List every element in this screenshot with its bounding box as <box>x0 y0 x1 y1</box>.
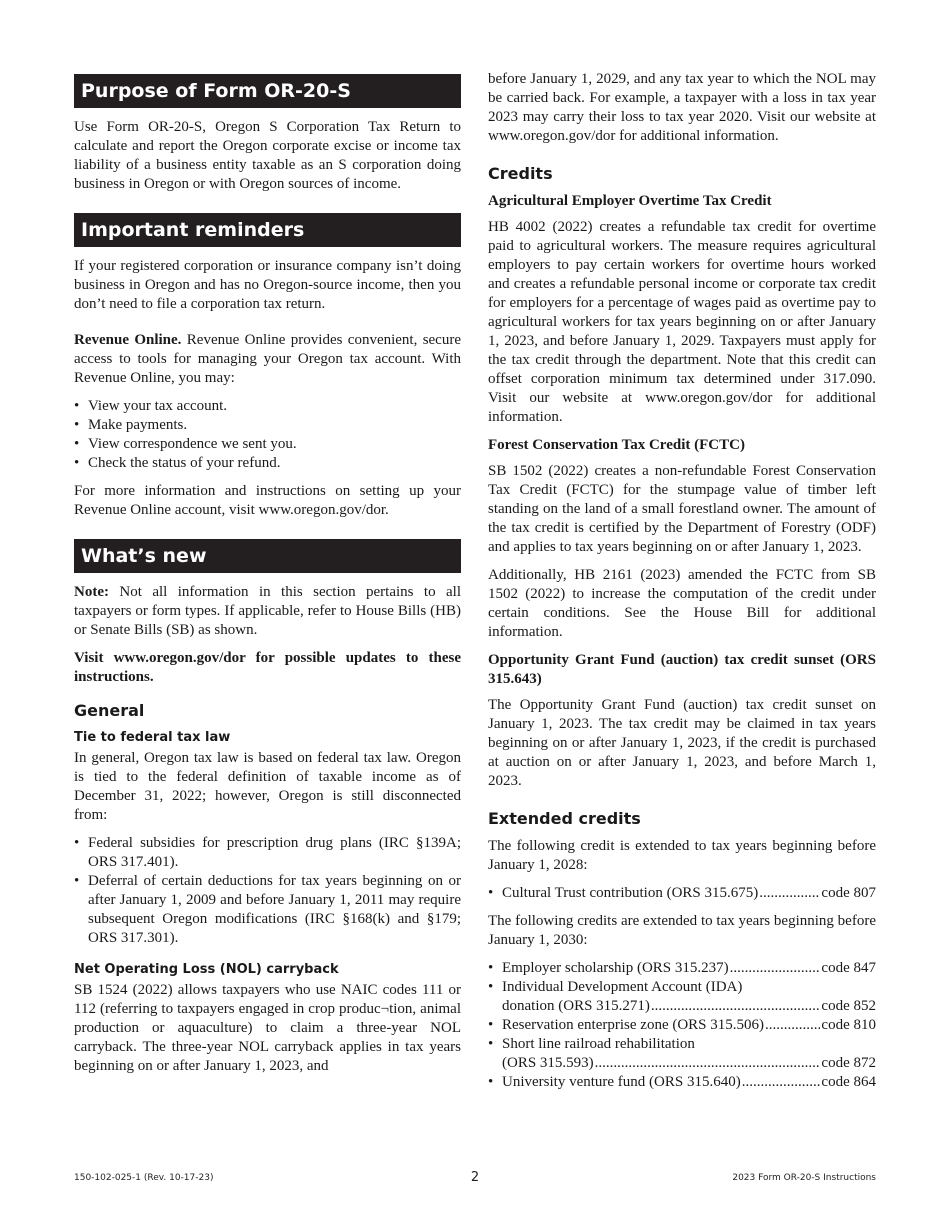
list-item: • Make payments. <box>74 416 461 435</box>
tie-federal-text: In general, Oregon tax law is based on federal tax law. Oregon is tied to the federal definition of taxable income as of December 31, 2022; however, Oregon is still disconnected from: <box>74 750 461 823</box>
page-number: 2 <box>470 1170 480 1185</box>
disconnect-list <box>74 834 461 948</box>
right-column <box>488 70 876 1101</box>
list-item: • University venture fund (ORS 315.640) ..... code 864 <box>488 1073 876 1092</box>
section-heading-whats-new: What’s new <box>74 539 461 573</box>
nol-continued-text: before January 1, 2029, and any tax year to which the NOL may be carried back. For example, a taxpayer with a loss in tax year 2023 may carry their loss to tax year 2020. Visit our website at www.oregon.gov/dor for additional information. <box>488 71 876 144</box>
fctc-text: SB 1502 (2022) creates a non-refundable Forest Conservation Tax Credit (FCTC) for the stumpage value of timber left standing on the land of a small forestland owner. The amount of the tax credit is certified by the Department of Forestry (ODF) and applies to tax years beginning on or after January 1, 2023. <box>488 463 876 555</box>
list-item: • Individual Development Account (IDA) donation (ORS 315.271) ..... code 852 <box>488 978 876 1016</box>
note-paragraph <box>74 583 461 640</box>
revenue-online-list <box>74 397 461 473</box>
ag-overtime-heading: Agricultural Employer Overtime Tax Credit <box>488 193 772 209</box>
ogf-text: The Opportunity Grant Fund (auction) tax credit sunset on January 1, 2023. The tax credit may be claimed in tax years beginning on or after January 1, 2023, if the credit is purchased at auction on or after January 1, 2023, and before March 1, 2023. <box>488 697 876 789</box>
ogf-heading: Opportunity Grant Fund (auction) tax credit sunset (ORS 315.643) <box>488 652 876 687</box>
visit-updates-text: Visit www.oregon.gov/dor for possible updates to these instructions. <box>74 650 461 685</box>
general-heading: General <box>74 701 145 720</box>
reminders-text: If your registered corporation or insurance company isn’t doing business in Oregon and has no Oregon-source income, then you don’t need to file a corporation tax return. <box>74 258 461 312</box>
form-title-footer: 2023 Form OR-20-S Instructions <box>732 1173 876 1183</box>
note-lead: Note: <box>74 584 109 600</box>
list-item: • Short line railroad rehabilitation (ORS 315.593) ..... code 872 <box>488 1035 876 1073</box>
fctc-amendment-text: Additionally, HB 2161 (2023) amended the FCTC from SB 1502 (2022) to increase the computation of the credit under certain conditions. See the House Bill for additional information. <box>488 567 876 640</box>
extended-intro-2030: The following credits are extended to tax years beginning before January 1, 2030: <box>488 913 876 948</box>
tie-federal-heading: Tie to federal tax law <box>74 730 231 745</box>
revenue-online-text: Revenue Online provides convenient, secure access to tools for managing your Oregon tax account. With Revenue Online, you may: <box>74 332 461 386</box>
section-heading-purpose: Purpose of Form OR-20-S <box>74 74 461 108</box>
extended-list-2030 <box>488 959 876 1092</box>
extended-intro-2028: The following credit is extended to tax years beginning before January 1, 2028: <box>488 838 876 873</box>
revenue-online-more-info: For more information and instructions on setting up your Revenue Online account, visit www.oregon.gov/dor. <box>74 483 461 518</box>
list-item: • Federal subsidies for prescription drug plans (IRC §139A; ORS 317.401). <box>74 834 461 872</box>
list-item: • View correspondence we sent you. <box>74 435 461 454</box>
ag-overtime-text: HB 4002 (2022) creates a refundable tax credit for overtime paid to agricultural workers. The measure requires agricultural employers to pay certain workers for overtime hours worked and creates a refundable personal income or corporate tax credit for employers for a percentage of wages paid as overtime pay to agricultural workers for tax years beginning on or after January 1, 2023, and before January 1, 2029. Taxpayers must apply for the tax credit through the department. Note that this credit can offset corporation minimum tax determined under 317.090. Visit our website at www.oregon.gov/dor for additional information. <box>488 219 876 425</box>
left-column <box>74 70 461 1085</box>
note-text: Not all information in this section pertains to all taxpayers or form types. If applicable, refer to House Bills (HB) or Senate Bills (SB) as shown. <box>74 584 461 638</box>
list-item: • Cultural Trust contribution (ORS 315.675) ..... code 807 <box>488 884 876 903</box>
list-item: • Employer scholarship (ORS 315.237) ..... code 847 <box>488 959 876 978</box>
extended-list-2028 <box>488 884 876 903</box>
purpose-text: Use Form OR-20-S, Oregon S Corporation Tax Return to calculate and report the Oregon corporate excise or income tax liability of a business entity taxable as an S corporation doing business in Oregon or with Oregon sources of income. <box>74 119 461 192</box>
list-item: • Reservation enterprise zone (ORS 315.506) ..... code 810 <box>488 1016 876 1035</box>
nol-text: SB 1524 (2022) allows taxpayers who use NAIC codes 111 or 112 (referring to taxpayers engaged in crop produc¬tion, animal production or aquaculture) to claim a three-year NOL carryback. The three-year NOL carryback applies in tax years beginning on or after January 1, 2023, and <box>74 982 461 1074</box>
nol-heading: Net Operating Loss (NOL) carryback <box>74 962 339 977</box>
form-number: 150-102-025-1 (Rev. 10-17-23) <box>74 1173 214 1183</box>
credits-heading: Credits <box>488 164 553 183</box>
revenue-online-paragraph <box>74 331 461 388</box>
section-heading-reminders: Important reminders <box>74 213 461 247</box>
list-item: • View your tax account. <box>74 397 461 416</box>
list-item: • Deferral of certain deductions for tax years beginning on or after January 1, 2009 and before January 1, 2011 may require subsequent Oregon modifications (IRC §168(k) and §179; ORS 317.301). <box>74 872 461 948</box>
extended-credits-heading: Extended credits <box>488 809 641 828</box>
list-item: • Check the status of your refund. <box>74 454 461 473</box>
revenue-online-lead: Revenue Online. <box>74 332 182 348</box>
fctc-heading: Forest Conservation Tax Credit (FCTC) <box>488 437 745 453</box>
